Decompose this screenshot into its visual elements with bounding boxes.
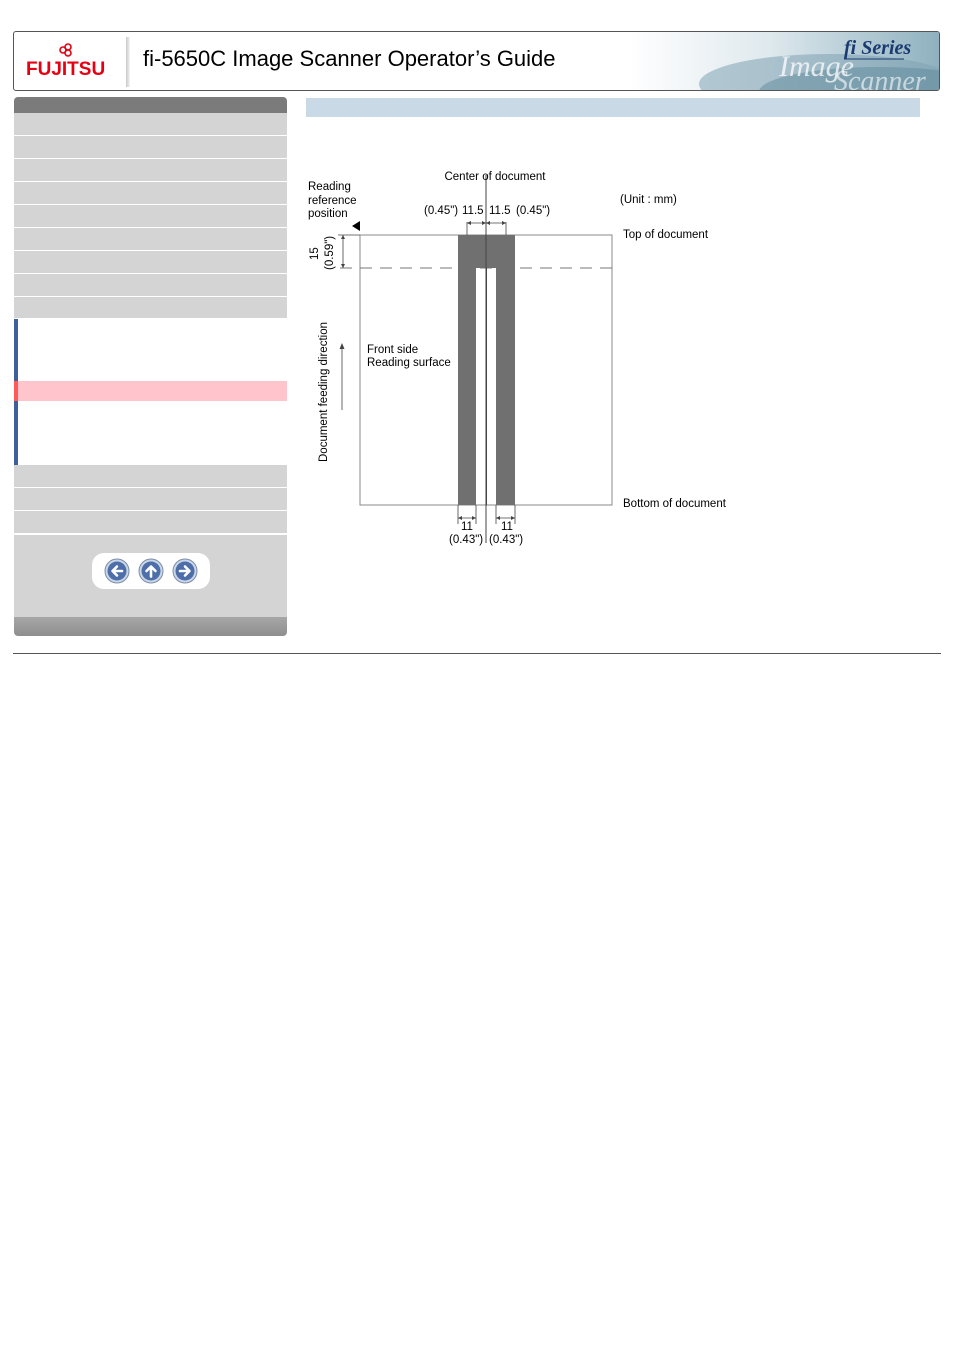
header-divider xyxy=(126,37,130,87)
sidebar xyxy=(14,97,287,636)
svg-text:Image: Image xyxy=(779,50,854,83)
back-button[interactable] xyxy=(104,558,130,584)
top-of-document-label: Top of document xyxy=(623,229,709,241)
bottom-dim-left-mm: 11 xyxy=(461,521,473,533)
center-label: Center of document xyxy=(444,171,546,183)
sidebar-item[interactable] xyxy=(14,205,287,228)
left-dim-in: (0.59") xyxy=(324,235,336,270)
top-dim-left-mm: 11.5 xyxy=(462,205,484,217)
left-reading-strip xyxy=(458,235,476,505)
sidebar-subsection xyxy=(14,319,287,465)
bottom-dim-right-mm: 11 xyxy=(501,521,513,533)
top-dim-right-in: (0.45") xyxy=(516,205,551,217)
fujitsu-logo[interactable] xyxy=(26,42,116,82)
sidebar-item[interactable] xyxy=(14,274,287,297)
sidebar-item-selected[interactable] xyxy=(14,381,287,401)
up-button[interactable] xyxy=(138,558,164,584)
logo-text: FUJITSU xyxy=(26,59,106,80)
reading-reference-line-2: reference xyxy=(308,195,357,207)
page-title: fi-5650C Image Scanner Operator’s Guide xyxy=(143,46,556,71)
bottom-dim-right-in: (0.43") xyxy=(489,534,524,546)
sidebar-header xyxy=(14,97,287,113)
content-title-bar xyxy=(306,98,920,117)
front-side-label: Front side xyxy=(367,344,419,356)
sidebar-item[interactable] xyxy=(14,228,287,251)
sidebar-item[interactable] xyxy=(14,465,287,488)
unit-label: (Unit : mm) xyxy=(620,194,677,206)
sidebar-item[interactable] xyxy=(14,511,287,534)
sidebar-item[interactable] xyxy=(14,159,287,182)
bottom-dim-left-in: (0.43") xyxy=(449,534,484,546)
header-banner xyxy=(13,31,940,91)
right-reading-strip xyxy=(496,235,515,505)
left-dim-mm: 15 xyxy=(309,247,321,260)
page-navigation xyxy=(92,553,210,589)
bottom-of-document-label: Bottom of document xyxy=(623,498,726,510)
sidebar-item[interactable] xyxy=(14,113,287,136)
reading-reference-line-3: position xyxy=(308,208,348,220)
top-dim-right-mm: 11.5 xyxy=(489,205,511,217)
sidebar-item[interactable] xyxy=(14,297,287,319)
sidebar-footer xyxy=(14,617,287,636)
reading-reference-line-1: Reading xyxy=(308,181,351,193)
fi-series-banner-art xyxy=(629,32,939,90)
sidebar-item[interactable] xyxy=(14,182,287,205)
feed-direction-label: Document feeding direction xyxy=(318,322,330,462)
forward-button[interactable] xyxy=(172,558,198,584)
series-logo: fi Series xyxy=(844,37,912,59)
reading-surface-label: Reading surface xyxy=(367,357,451,369)
footer-divider xyxy=(13,653,941,654)
reading-reference-marker xyxy=(352,221,360,231)
svg-text:Scanner: Scanner xyxy=(834,66,926,90)
top-dim-left-in: (0.45") xyxy=(424,205,459,217)
sidebar-item[interactable] xyxy=(14,136,287,159)
document-reading-area-diagram xyxy=(300,160,760,560)
sidebar-item[interactable] xyxy=(14,488,287,511)
sidebar-item[interactable] xyxy=(14,251,287,274)
